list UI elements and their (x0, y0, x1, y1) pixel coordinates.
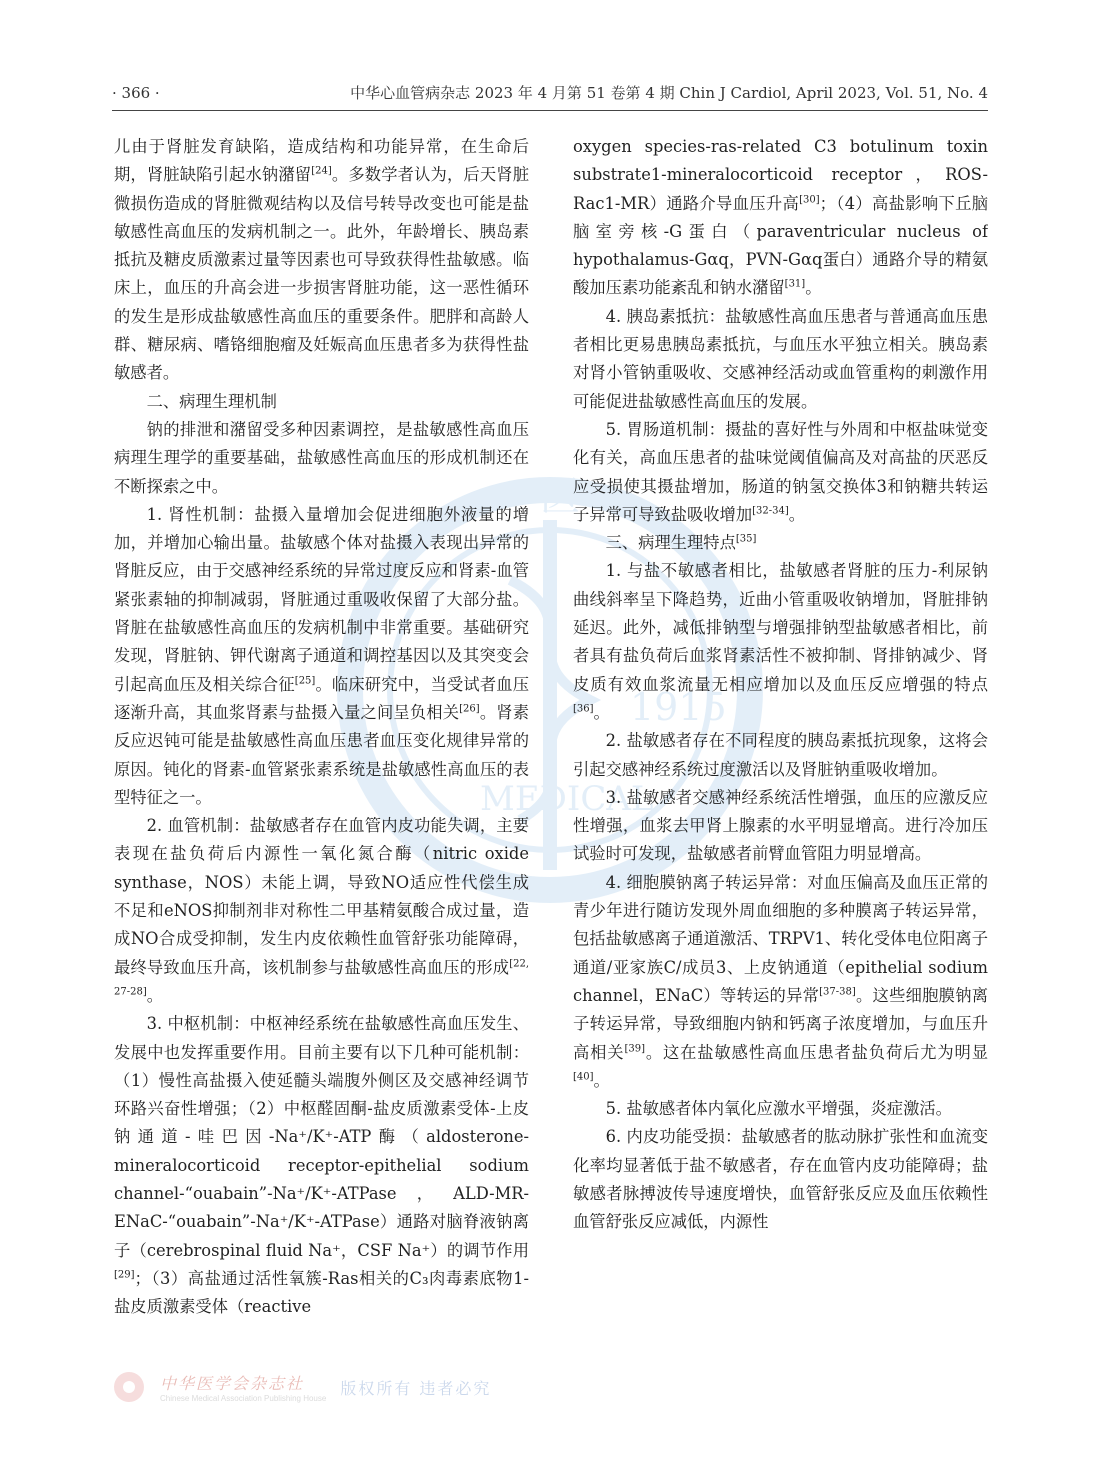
paragraph (114, 812, 529, 1010)
paragraph (573, 529, 988, 557)
page-number: · 366 · (112, 84, 160, 102)
paragraph-text: 儿由于肾脏发育缺陷，造成结构和功能异常，在生命后期，肾脏缺陷引起水钠潴留 (114, 137, 529, 185)
header-rule (112, 110, 988, 111)
paragraph-text: 4. 胰岛素抵抗：盐敏感性高血压患者与普通高血压患者相比更易患胰岛素抵抗，与血压水平独立相关。胰岛素对肾小管钠重吸收、交感神经活动或血管重构的刺激作用可能促进盐敏感性高血压的发展。 (573, 306, 988, 411)
paragraph-text: 。肾素反应迟钝可能是盐敏感性高血压患者血压变化规律异常的原因。钝化的肾素-血管紧张素系统是盐敏感性高血压的表型特征之一。 (114, 702, 529, 807)
paragraph-text: 。临床研究中，当受试者血压逐渐升高，其血浆肾素与盐摄入量之间呈负相关 (114, 674, 529, 722)
paragraph-text: 二、病理生理机制 (146, 391, 277, 411)
paragraph-text: 。 (146, 985, 164, 1005)
publisher-name-en: Chinese Medical Association Publishing House (160, 1394, 327, 1403)
paragraph-text: 。 (805, 278, 822, 298)
paragraph-text: 1. 与盐不敏感者相比，盐敏感者肾脏的压力-利尿钠曲线斜率呈下降趋势，近曲小管重吸收钠增加，肾脏排钠延迟。此外，减低排钠型与增强排钠型盐敏感者相比，前者具有盐负荷后血浆肾素活性不被抑制、肾排钠减少、肾皮质有效血浆流量无相应增加以及血压反应增强的特点 (573, 561, 988, 694)
paragraph-text: 6. 内皮功能受损：盐敏感者的肱动脉扩张性和血流变化率均显著低于盐不敏感者，存在血管内皮功能障碍；盐敏感者脉搏波传导速度增快，血管舒张反应及血压依赖性血管舒张反应减低，内源性 (573, 1127, 988, 1232)
publisher-footer (112, 1370, 491, 1404)
citation-ref: [39] (624, 1043, 645, 1055)
paragraph-text: 2. 盐敏感者存在不同程度的胰岛素抵抗现象，这将会引起交感神经系统过度激活以及肾脏钠重吸收增加。 (573, 731, 988, 779)
paragraph (573, 784, 988, 869)
paragraph (114, 388, 529, 416)
publisher-flower-icon (112, 1370, 146, 1404)
left-column (114, 133, 529, 1373)
paragraph (573, 1123, 988, 1236)
citation-ref: [29] (114, 1269, 135, 1281)
paragraph (114, 133, 529, 388)
paragraph-text: 3. 中枢机制：中枢神经系统在盐敏感性高血压发生、发展中也发挥重要作用。目前主要有以下几种可能机制：（1）慢性高盐摄入使延髓头端腹外侧区及交感神经调节环路兴奋性增强；（2）中枢醛固酮-盐皮质激素受体-上皮钠通道-哇巴因-Na⁺/K⁺-ATP酶（aldosterone-mineralocorticoid receptor-epithelial sodium channel-“ouabain”-Na⁺/K⁺-ATPase，ALD-MR-ENaC-“ouabain”-Na⁺/K⁺-ATPase）通路对脑脊液钠离子（cerebrospinal fluid Na⁺，CSF Na⁺）的调节作用 (114, 1014, 529, 1260)
watermark-text: MEDICAL (480, 779, 654, 819)
paragraph-text: oxygen species-ras-related C3 botulinum toxin substrate1-mineralocorticoid receptor，ROS-Rac1-MR）通路介导血压升高 (573, 137, 988, 213)
citation-ref: [32-34] (752, 505, 789, 517)
paragraph-text: 。这些细胞膜钠离子转运异常，导致细胞内钠和钙离子浓度增加，与血压升高相关 (573, 985, 988, 1062)
citation-ref: [24] (311, 165, 332, 177)
paragraph (573, 133, 988, 303)
paragraph-text: 。多数学者认为，后天肾脏微损伤造成的肾脏微观结构以及信号转导改变也可能是盐敏感性高血压的发病机制之一。此外，年龄增长、胰岛素抵抗及糖皮质激素过量等因素也可导致获得性盐敏感。临床上，血压的升高会进一步损害肾脏功能，这一恶性循环的发生是形成盐敏感性高血压的重要条件。肥胖和高龄人群、糖尿病、嗜铬细胞瘤及妊娠高血压患者多为获得性盐敏感者。 (114, 165, 529, 383)
citation-ref: [36] (573, 703, 594, 715)
citation-ref: [40] (573, 1071, 594, 1083)
paragraph-text: 。 (593, 1070, 610, 1090)
citation-ref: [37-38] (819, 986, 856, 998)
paragraph-text: ；（4）高盐影响下丘脑脑室旁核-G蛋白（paraventricular nucleus of hypothalamus-Gαq，PVN-Gαq蛋白）通路介导的精氨酸加压素功能紊乱和钠水潴留 (573, 193, 988, 298)
paragraph (114, 416, 529, 501)
paragraph-text: 。这在盐敏感性高血压患者盐负荷后尤为明显 (644, 1042, 988, 1062)
watermark-year: 1915 (630, 685, 727, 729)
paragraph (573, 727, 988, 784)
paragraph-text: 2. 血管机制：盐敏感者存在血管内皮功能失调，主要表现在盐负荷后内源性一氧化氮合酶（nitric oxide synthase，NOS）未能上调，导致NO适应性代偿生成不足和eNOS抑制剂非对称性二甲基精氨酸合成过量，造成NO合成受抑制，发生内皮依赖性血管舒张功能障碍，最终导致血压升高，该机制参与盐敏感性高血压的形成 (114, 816, 529, 977)
paragraph-text: 三、病理生理特点 (605, 533, 736, 553)
paragraph (573, 1095, 988, 1123)
paragraph (573, 303, 988, 416)
watermark-char: 医 (540, 474, 580, 520)
citation-ref: [35] (735, 533, 757, 545)
paragraph-text: 4. 细胞膜钠离子转运异常：对血压偏高及血压正常的青少年进行随访发现外周血细胞的多种膜离子转运异常，包括盐敏感离子通道激活、TRPV1、转化受体电位阳离子通道/亚家族C/成员3、上皮钠通道（epithelial sodium channel，ENaC）等转运的异常 (573, 872, 988, 1005)
paragraph-text: 。 (593, 702, 610, 722)
paragraph-text: ；（3）高盐通过活性氧簇-Ras相关的C₃肉毒素底物1-盐皮质激素受体（reactive (114, 1268, 529, 1317)
paragraph-text: 钠的排泄和潴留受多种因素调控，是盐敏感性高血压病理生理学的重要基础，盐敏感性高血压的形成机制还在不断探索之中。 (114, 419, 529, 496)
citation-ref: [26] (459, 703, 480, 715)
paragraph-text: 1. 肾性机制：盐摄入量增加会促进细胞外液量的增加，并增加心输出量。盐敏感个体对盐摄入表现出异常的肾脏反应，由于交感神经系统的异常过度反应和肾素-血管紧张素轴的抑制减弱，肾脏通过重吸收保留了大部分盐。肾脏在盐敏感性高血压的发病机制中非常重要。基础研究发现，肾脏钠、钾代谢离子通道和调控基因以及其突变会引起高血压及相关综合征 (114, 504, 529, 694)
paragraph (573, 416, 988, 529)
citation-ref: [31] (784, 279, 806, 291)
citation-ref: [25] (294, 675, 316, 687)
paragraph (114, 501, 529, 812)
paragraph (114, 1010, 529, 1321)
running-header (112, 82, 988, 103)
right-column (573, 133, 988, 1373)
copyright-notice: 版权所有 违者必究 (340, 1378, 492, 1398)
paragraph-text: 5. 胃肠道机制：摄盐的喜好性与外周和中枢盐味觉变化有关，高血压患者的盐味觉阈值偏高及对高盐的厌恶反应受损使其摄盐增加，肠道的钠氢交换体3和钠糖共转运子异常可导致盐吸收增加 (573, 419, 988, 524)
paragraph-text: 。 (788, 504, 806, 524)
paragraph (573, 557, 988, 727)
publisher-name-cn: 中华医学会杂志社 (160, 1374, 305, 1393)
paragraph (573, 869, 988, 1095)
paragraph-text: 3. 盐敏感者交感神经系统活性增强，血压的应激反应性增强，血浆去甲肾上腺素的水平明显增高。进行冷加压试验时可发现，盐敏感者前臂血管阻力明显增高。 (573, 787, 988, 864)
citation-ref: [22, 27-28] (114, 958, 529, 998)
paragraph-text: 5. 盐敏感者体内氧化应激水平增强，炎症激活。 (605, 1099, 952, 1119)
journal-citation: 中华心血管病杂志 2023 年 4 月第 51 卷第 4 期 Chin J Cardiol, April 2023, Vol. 51, No. 4 (350, 84, 988, 102)
citation-ref: [30] (799, 194, 820, 206)
